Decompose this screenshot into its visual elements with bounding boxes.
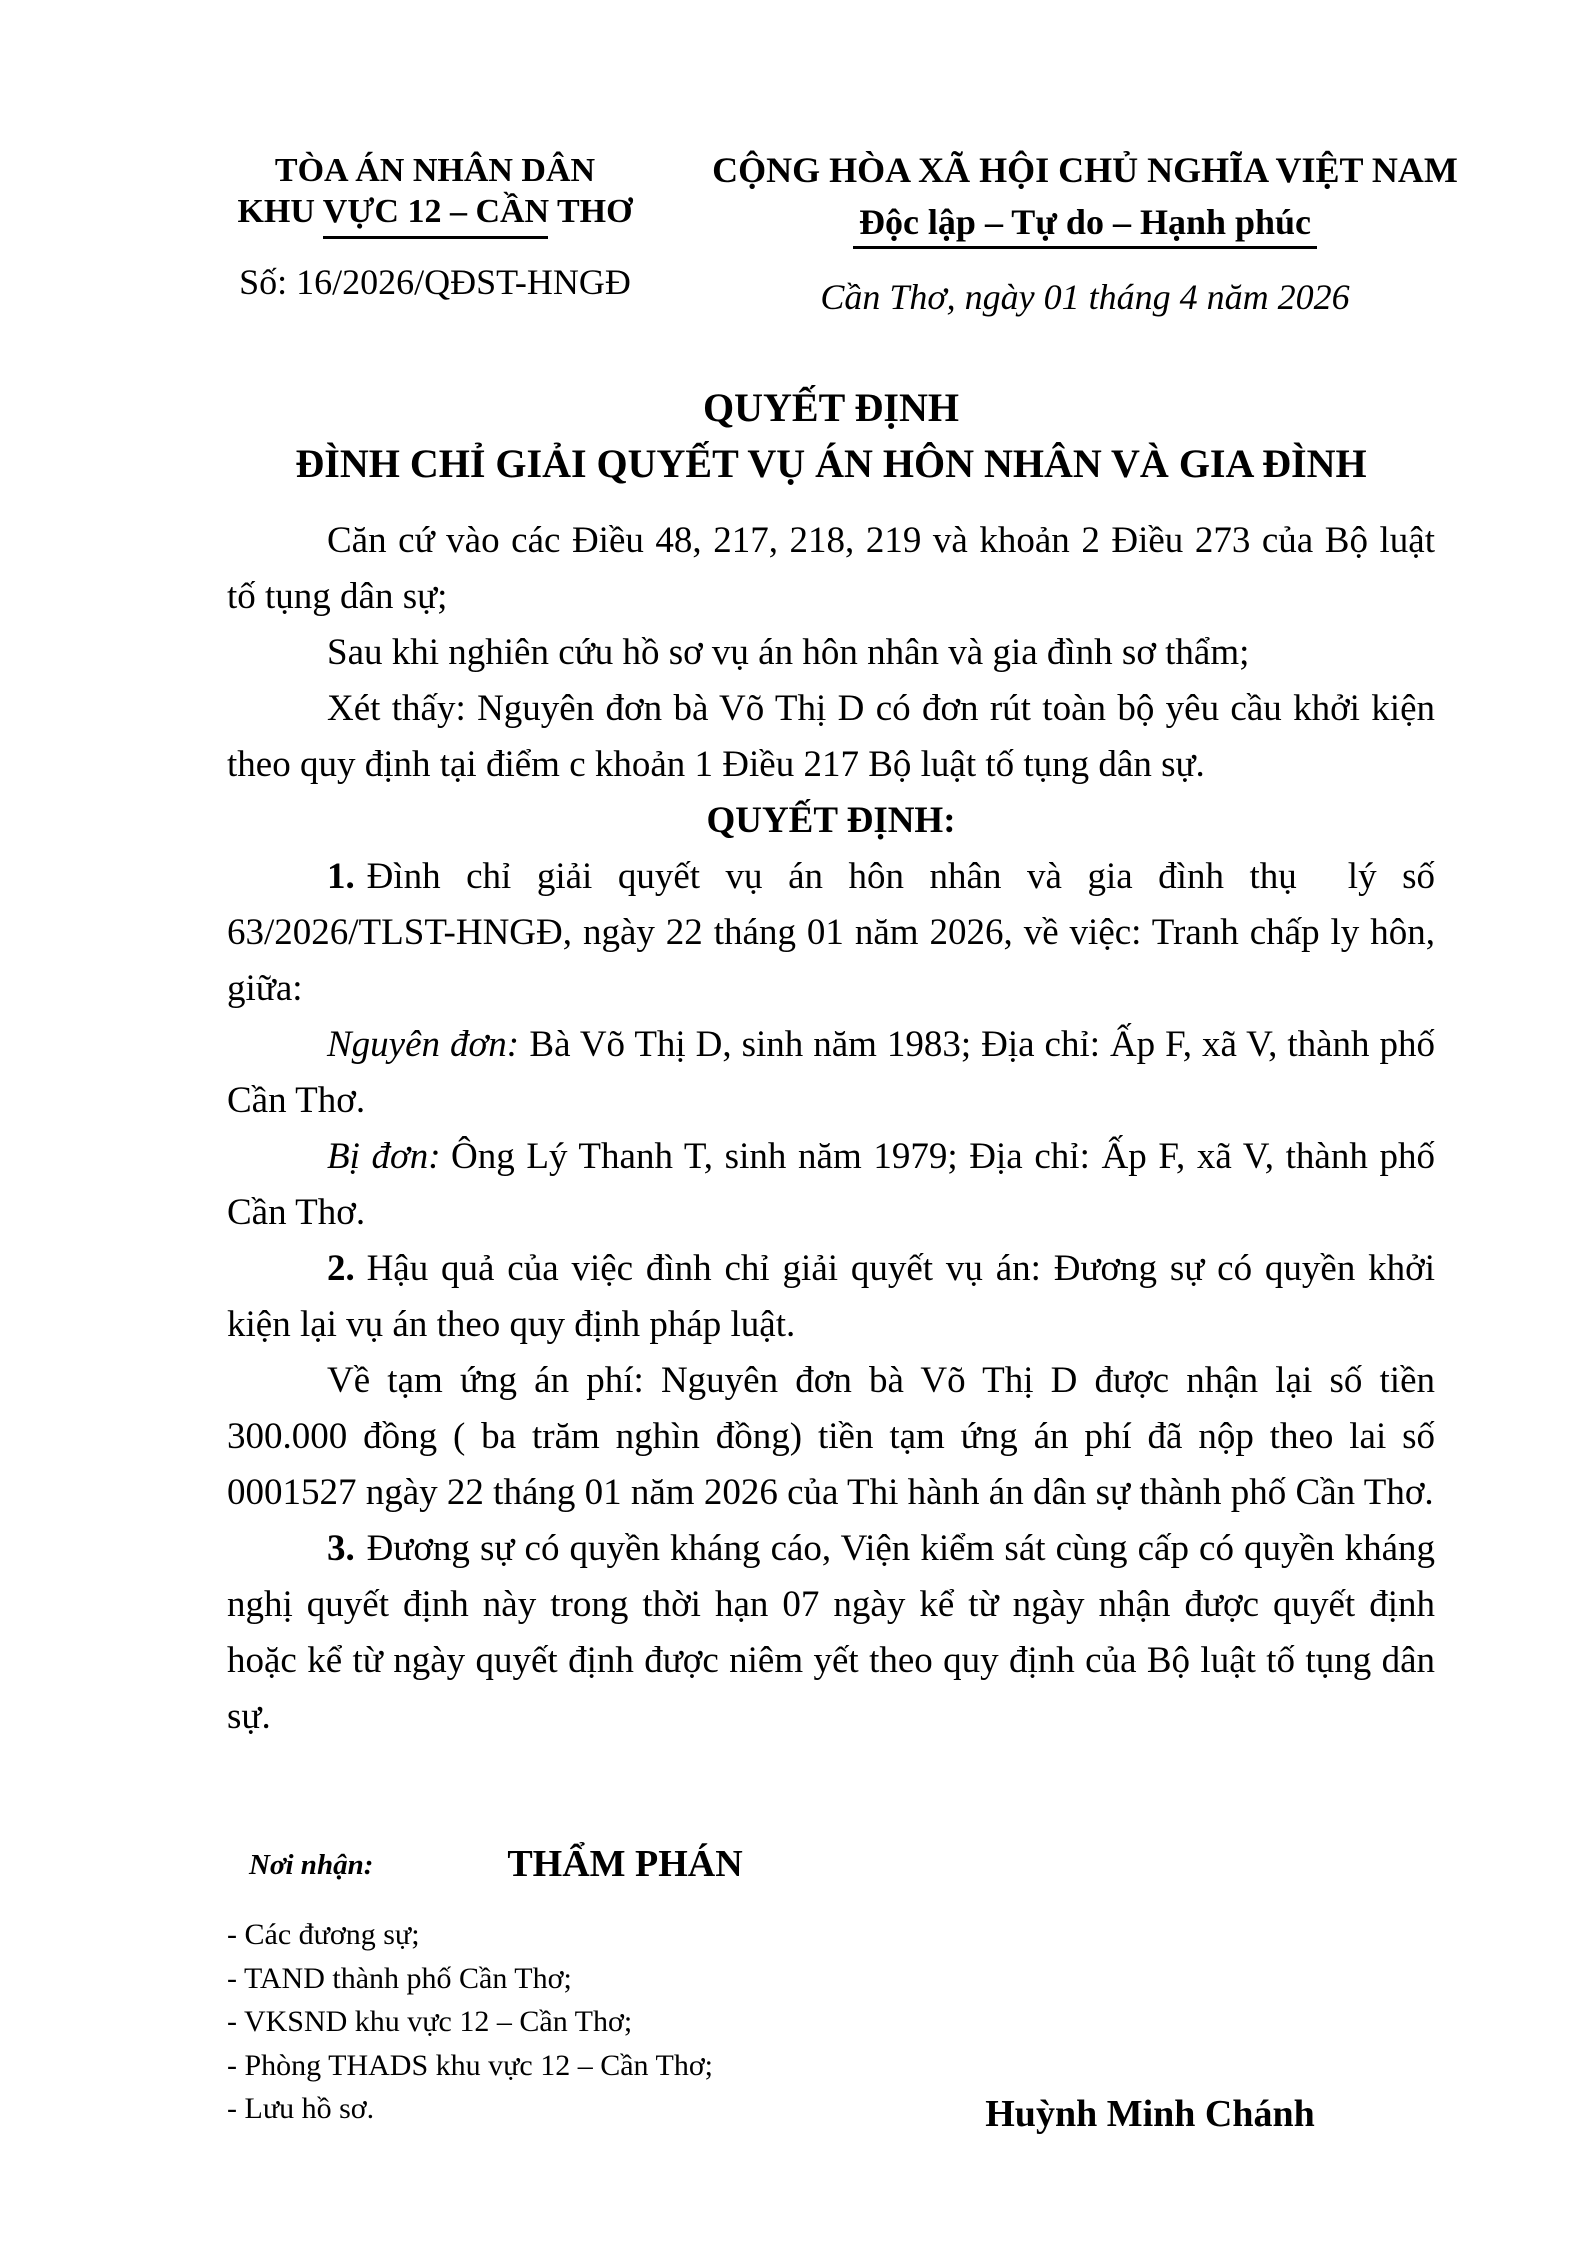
paragraph-article-3	[227, 1521, 1435, 1745]
paragraph-defendant	[227, 1129, 1435, 1241]
document-number: Số: 16/2026/QĐST-HNGĐ	[239, 262, 631, 302]
national-title: CỘNG HÒA XÃ HỘI CHỦ NGHĨA VIỆT NAM	[712, 150, 1458, 190]
article-1-number: 1.	[327, 856, 355, 897]
article-3-number: 3.	[327, 1528, 355, 1569]
article-1-text: Đình chỉ giải quyết vụ án hôn nhân và gia đình thụ lý số 63/2026/TLST-HNGĐ, ngày 22 tháng 01 năm 2026, về việc: Tranh chấp ly hôn, giữa:	[227, 856, 1435, 1009]
recipient-item: - VKSND khu vực 12 – Cần Thơ;	[227, 2005, 633, 2038]
article-2-text: Hậu quả của việc đình chỉ giải quyết vụ án: Đương sự có quyền khởi kiện lại vụ án theo quy định pháp luật.	[227, 1248, 1435, 1345]
place-date-line: Cần Thơ, ngày 01 tháng 4 năm 2026	[820, 277, 1350, 317]
court-name-line1: TÒA ÁN NHÂN DÂN	[274, 152, 596, 189]
defendant-text: Ông Lý Thanh T, sinh năm 1979; Địa chỉ: Ấp F, xã V, thành phố Cần Thơ.	[227, 1136, 1436, 1233]
decision-body	[227, 513, 1435, 1745]
recipient-item: - Phòng THADS khu vực 12 – Cần Thơ;	[227, 2048, 714, 2082]
issuing-court-block	[200, 150, 670, 303]
court-name-line2: KHU VỰC 12 – CẦN THƠ	[237, 193, 633, 230]
paragraph-findings: Xét thấy: Nguyên đơn bà Võ Thị D có đơn rút toàn bộ yêu cầu khởi kiện theo quy định tại điểm c khoản 1 Điều 217 Bộ luật tố tụng dân sự.	[227, 688, 1435, 785]
plaintiff-text: Bà Võ Thị D, sinh năm 1983; Địa chỉ: Ấp F, xã V, thành phố Cần Thơ.	[227, 1024, 1435, 1121]
signer-title: THẨM PHÁN	[507, 1843, 743, 1885]
signer-name: Huỳnh Minh Chánh	[985, 2093, 1315, 2135]
national-motto: Độc lập – Tự do – Hạnh phúc	[853, 200, 1317, 249]
paragraph-article-1	[227, 849, 1435, 1017]
paragraph-court-fee: Về tạm ứng án phí: Nguyên đơn bà Võ Thị D được nhận lại số tiền 300.000 đồng ( ba trăm nghìn đồng) tiền tạm ứng án phí đã nộp theo lai số 0001527 ngày 22 tháng 01 năm 2026 của Thi hành án dân sự thành phố Cần Thơ.	[227, 1360, 1435, 1513]
recipient-item: - TAND thành phố Cần Thơ;	[227, 1961, 572, 1995]
decision-title: QUYẾT ĐỊNH	[703, 385, 959, 430]
national-motto-row	[690, 200, 1480, 252]
recipient-item: - Các đương sự;	[227, 1918, 420, 1951]
paragraph-article-2	[227, 1241, 1435, 1353]
paragraph-legal-basis: Căn cứ vào các Điều 48, 217, 218, 219 và khoản 2 Điều 273 của Bộ luật tố tụng dân sự;	[227, 520, 1435, 617]
recipients-label: Nơi nhận:	[249, 1849, 374, 1881]
article-3-text: Đương sự có quyền kháng cáo, Viện kiểm sát cùng cấp có quyền kháng nghị quyết định này trong thời hạn 07 ngày kể từ ngày nhận được quyết định hoặc kể từ ngày quyết định được niêm yết theo quy định của Bộ luật tố tụng dân sự.	[227, 1528, 1435, 1737]
defendant-label: Bị đơn:	[327, 1136, 441, 1177]
decision-title-block	[227, 380, 1435, 492]
plaintiff-label: Nguyên đơn:	[327, 1024, 520, 1065]
paragraph-plaintiff	[227, 1017, 1435, 1129]
decision-subtitle: ĐÌNH CHỈ GIẢI QUYẾT VỤ ÁN HÔN NHÂN VÀ GIA ĐÌNH	[295, 441, 1367, 486]
article-2-number: 2.	[327, 1248, 355, 1289]
paragraph-case-review: Sau khi nghiên cứu hồ sơ vụ án hôn nhân và gia đình sơ thẩm;	[327, 632, 1250, 673]
national-header-block	[690, 148, 1480, 319]
decision-section-heading: QUYẾT ĐỊNH:	[706, 800, 956, 841]
recipient-item: - Lưu hồ sơ.	[227, 2092, 375, 2125]
court-header-rule	[323, 236, 548, 239]
